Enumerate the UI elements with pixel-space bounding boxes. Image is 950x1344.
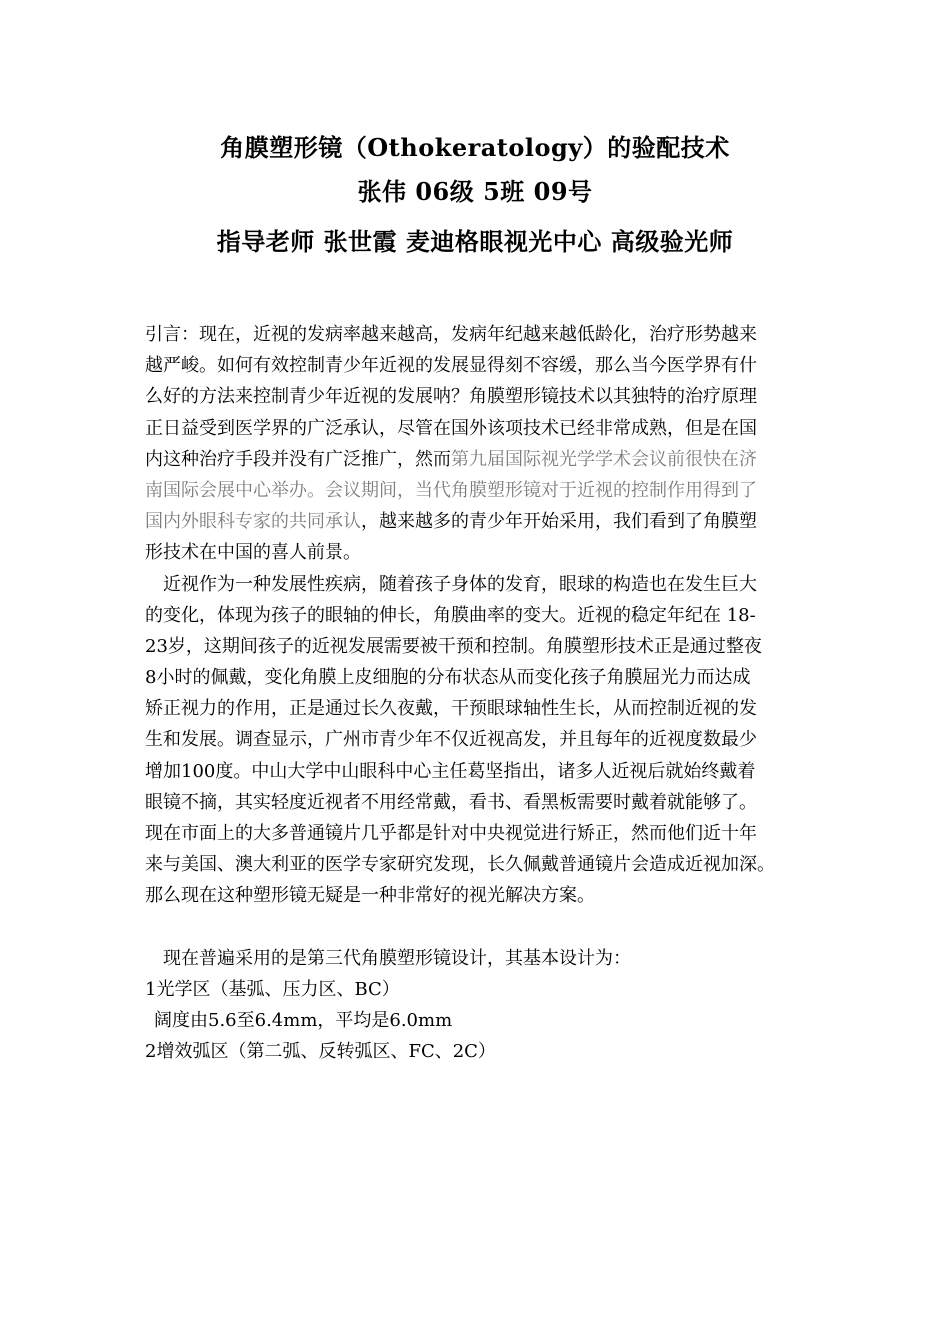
design-intro: 现在普遍采用的是第三代角膜塑形镜设计，其基本设计为： xyxy=(163,947,631,969)
paragraph-line: 8小时的佩戴，变化角膜上皮细胞的分布状态从而变化孩子角膜屈光力而达成 xyxy=(145,667,751,689)
intro-text: ，越来越多的青少年开始采用，我们看到了角膜塑 xyxy=(361,511,757,533)
paragraph-line: 近视作为一种发展性疾病，随着孩子身体的发育，眼球的构造也在发生巨大 xyxy=(163,573,757,595)
design-item-reverse-curve: 2增效弧区（第二弧、反转弧区、FC、2C） xyxy=(145,1041,496,1063)
paragraph-line: 那么现在这种塑形镜无疑是一种非常好的视光解决方案。 xyxy=(145,885,595,907)
conference-text: 国内外眼科专家的共同承认 xyxy=(145,511,361,533)
body-text xyxy=(145,319,825,1068)
intro-line: 越严峻。如何有效控制青少年近视的发展显得刻不容缓，那么当今医学界有什 xyxy=(145,355,757,377)
intro-line: 引言：现在，近视的发病率越来越高，发病年纪越来越低龄化，治疗形势越来 xyxy=(145,324,757,345)
title-block xyxy=(0,128,950,256)
intro-paragraph xyxy=(145,319,825,569)
design-section xyxy=(145,943,825,1068)
intro-line: 正日益受到医学界的广泛承认，尽管在国外该项技术已经非常成熟，但是在国 xyxy=(145,417,757,439)
design-item-optical-zone: 1光学区（基弧、压力区、BC） xyxy=(145,978,400,1000)
paragraph-line: 23岁，这期间孩子的近视发展需要被干预和控制。角膜塑形技术正是通过整夜 xyxy=(145,635,762,657)
advisor-line: 指导老师 张世霞 麦迪格眼视光中心 高级验光师 xyxy=(216,227,734,256)
intro-text: 内这种治疗手段并没有广泛推广，然而 xyxy=(145,448,451,470)
conference-line: 南国际会展中心举办。会议期间，当代角膜塑形镜对于近视的控制作用得到了 xyxy=(145,479,757,501)
paragraph-line: 矫正视力的作用，正是通过长久夜戴，干预眼球轴性生长，从而控制近视的发 xyxy=(145,698,757,720)
myopia-paragraph xyxy=(145,569,825,912)
paragraph-line: 现在市面上的大多普通镜片几乎都是针对中央视觉进行矫正，然而他们近十年 xyxy=(145,823,757,844)
blank-line xyxy=(145,912,825,943)
paragraph-line: 的变化，体现为孩子的眼轴的伸长，角膜曲率的变大。近视的稳定年纪在 18- xyxy=(145,604,756,626)
intro-line: 形技术在中国的喜人前景。 xyxy=(145,542,361,564)
intro-line xyxy=(145,444,825,475)
paragraph-line: 来与美国、澳大利亚的医学专家研究发现，长久佩戴普通镜片会造成近视加深。 xyxy=(145,854,775,876)
author-line: 张伟 06级 5班 09号 xyxy=(357,177,593,206)
document-title: 角膜塑形镜（Othokeratology）的验配技术 xyxy=(220,133,730,162)
design-item-detail: 阔度由5.6至6.4mm，平均是6.0mm xyxy=(154,1010,453,1032)
paragraph-line: 眼镜不摘，其实轻度近视者不用经常戴，看书、看黑板需要时戴着就能够了。 xyxy=(145,791,757,813)
paragraph-line: 增加100度。中山大学中山眼科中心主任葛坚指出，诸多人近视后就始终戴着 xyxy=(145,760,756,782)
intro-line: 么好的方法来控制青少年近视的发展呐？角膜塑形镜技术以其独特的治疗原理 xyxy=(145,386,757,408)
paragraph-line: 生和发展。调查显示，广州市青少年不仅近视高发，并且每年的近视度数最少 xyxy=(145,729,757,751)
intro-line xyxy=(145,506,825,537)
conference-text: 第九届国际视光学学术会议前很快在济 xyxy=(451,448,757,470)
